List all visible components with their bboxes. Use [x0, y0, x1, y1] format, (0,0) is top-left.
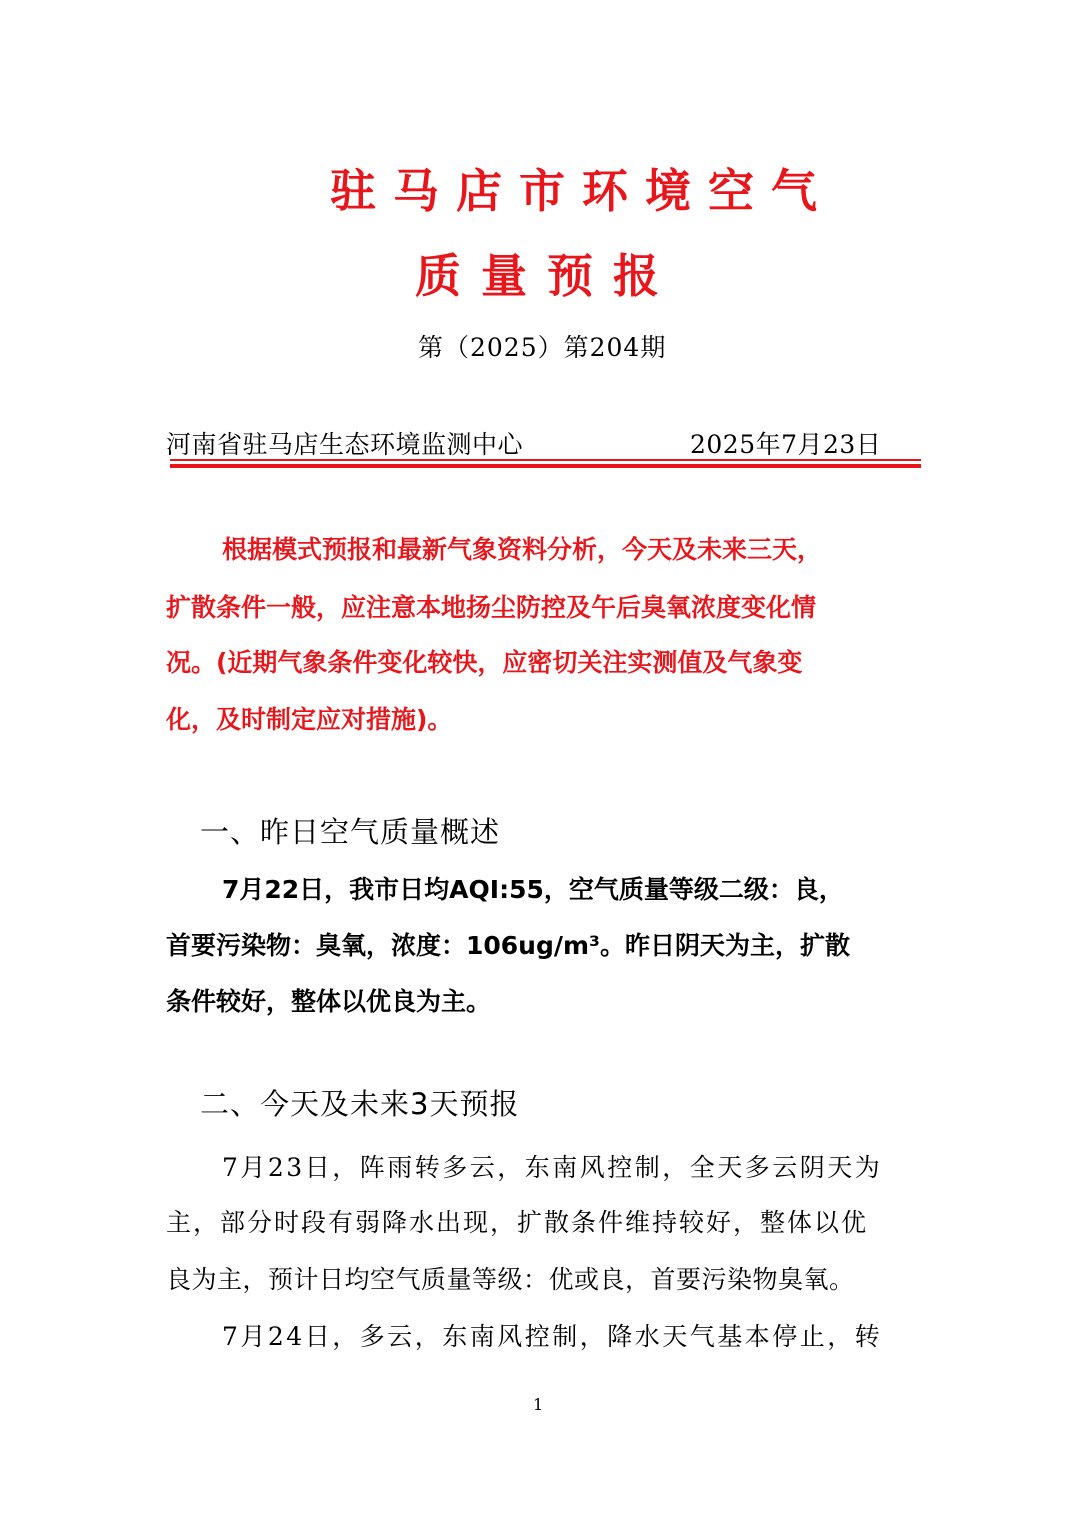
section-line: 7月24日，多云，东南风控制，降水天气基本停止，转 — [222, 1322, 883, 1351]
intro-line: 扩散条件一般，应注意本地扬尘防控及午后臭氧浓度变化情 — [166, 593, 817, 622]
publish-date: 2025年7月23日 — [690, 430, 882, 459]
organization: 河南省驻马店生态环境监测中心 — [166, 430, 524, 459]
issue-number: 第（2025）第204期 — [418, 333, 667, 362]
header-rule-thick — [170, 464, 921, 468]
intro-line: 化，及时制定应对措施)。 — [166, 705, 453, 734]
section-line: 首要污染物：臭氧，浓度：106ug/m³。昨日阴天为主，扩散 — [166, 931, 851, 960]
section-heading: 二、今天及未来3天预报 — [200, 1087, 520, 1121]
section-line: 条件较好，整体以优良为主。 — [166, 987, 492, 1016]
intro-line: 况。(近期气象条件变化较快，应密切关注实测值及气象变 — [166, 648, 803, 677]
intro-line: 根据模式预报和最新气象资料分析，今天及未来三天， — [222, 535, 823, 564]
section-line: 7月22日，我市日均AQI:55，空气质量等级二级：良， — [222, 875, 844, 904]
title-line-1: 驻马店市环境空气 — [330, 164, 834, 218]
section-line: 7月23日，阵雨转多云，东南风控制，全天多云阴天为 — [222, 1153, 883, 1182]
page-number: 1 — [533, 1395, 544, 1414]
section-heading: 一、昨日空气质量概述 — [200, 815, 501, 849]
section-line: 主，部分时段有弱降水出现，扩散条件维持较好，整体以优 — [166, 1208, 869, 1237]
section-line: 良为主，预计日均空气质量等级：优或良，首要污染物臭氧。 — [166, 1265, 855, 1294]
header-rule-thin — [170, 459, 921, 461]
title-line-2: 质量预报 — [415, 249, 679, 303]
